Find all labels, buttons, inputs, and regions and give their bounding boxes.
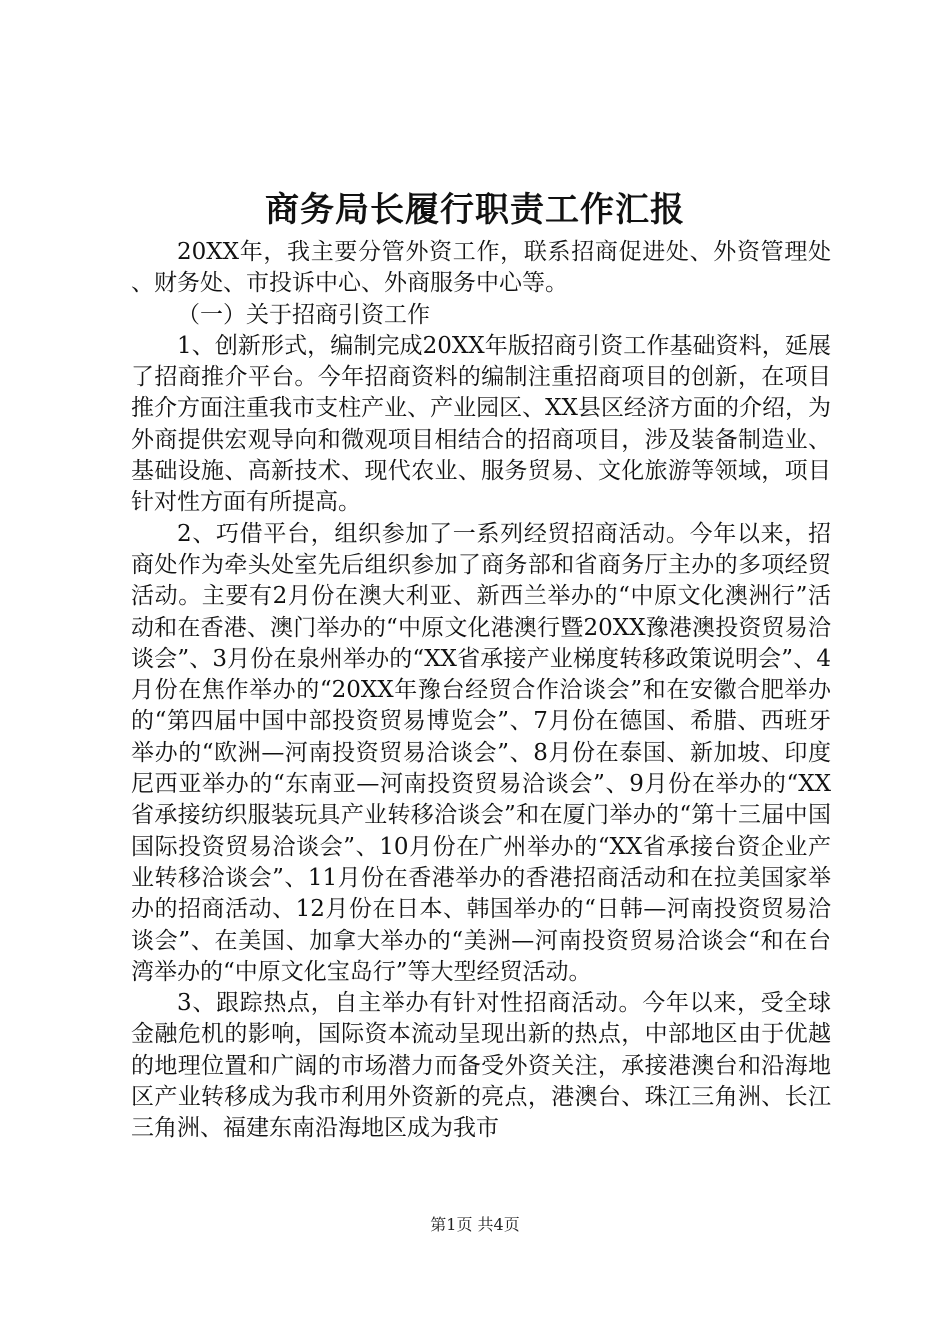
document-title: 商务局长履行职责工作汇报 — [265, 190, 685, 230]
paragraph-item-3: 3、跟踪热点，自主举办有针对性招商活动。今年以来，受全球金融危机的影响，国际资本流动呈现出新的热点，中部地区由于优越的地理位置和广阔的市场潜力而备受外资关注，承接港澳台和沿海地区产业转移成为我市利用外资新的亮点，港澳台、珠江三角洲、长江三角洲、福建东南沿海地区成为我市 — [131, 990, 831, 1142]
paragraph-intro: 20XX年，我主要分管外资工作，联系招商促进处、外资管理处、财务处、市投诉中心、外商服务中心等。 — [131, 239, 831, 297]
paragraph-item-1: 1、创新形式，编制完成20XX年版招商引资工作基础资料，延展了招商推介平台。今年招商资料的编制注重招商项目的创新，在项目推介方面注重我市支柱产业、产业园区、XX县区经济方面的介绍，为外商提供宏观导向和微观项目相结合的招商项目，涉及装备制造业、基础设施、高新技术、现代农业、服务贸易、文化旅游等领域，项目针对性方面有所提高。 — [131, 332, 831, 516]
section-heading: （一）关于招商引资工作 — [177, 301, 430, 328]
page-number-footer: 第1页 共4页 — [430, 1215, 520, 1234]
paragraph-item-2: 2、巧借平台，组织参加了一系列经贸招商活动。今年以来，招商处作为牵头处室先后组织参加了商务部和省商务厅主办的多项经贸活动。主要有2月份在澳大利亚、新西兰举办的“中原文化澳洲行”活动和在香港、澳门举办的“中原文化港澳行暨20XX豫港澳投资贸易洽谈会”、3月份在泉州举办的“XX省承接产业梯度转移政策说明会”、4月份在焦作举办的“20XX年豫台经贸合作洽谈会”和在安徽合肥举办的“第四届中国中部投资贸易博览会”、7月份在德国、希腊、西班牙举办的“欧洲—河南投资贸易洽谈会”、8月份在泰国、新加坡、印度尼西亚举办的“东南亚—河南投资贸易洽谈会”、9月份在举办的“XX省承接纺织服装玩具产业转移洽谈会”和在厦门举办的“第十三届中国国际投资贸易洽谈会”、10月份在广州举办的“XX省承接台资企业产业转移洽谈会”、11月份在香港举办的香港招商活动和在拉美国家举办的招商活动、12月份在日本、韩国举办的“日韩—河南投资贸易洽谈会”、在美国、加拿大举办的“美洲—河南投资贸易洽谈会“和在台湾举办的“中原文化宝岛行”等大型经贸活动。 — [131, 520, 831, 985]
document-body — [131, 237, 831, 1145]
